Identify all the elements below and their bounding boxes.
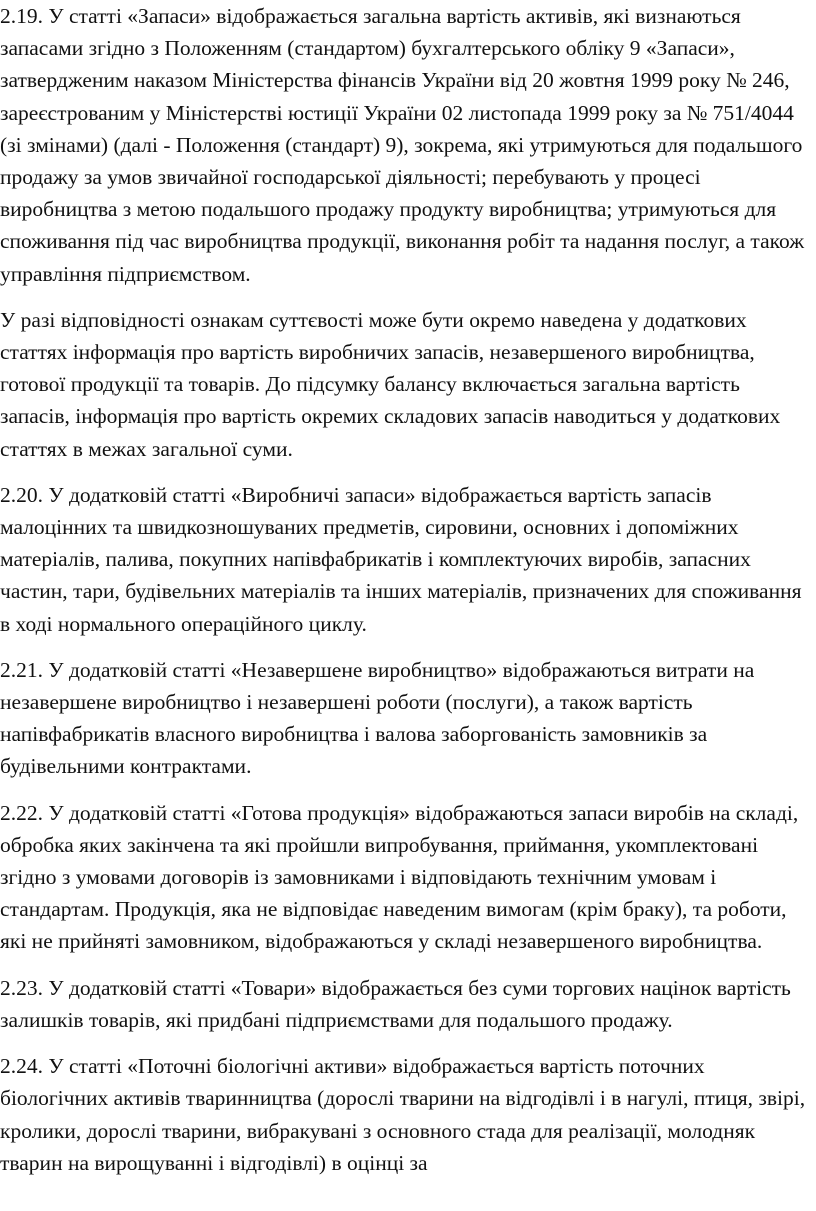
paragraph-2-23: 2.23. У додатковій статті «Товари» відображається без суми торгових націнок вартість залишків товарів, які придбані підприємствами для подальшого продажу. bbox=[0, 975, 791, 1032]
paragraph-2-20: 2.20. У додатковій статті «Виробничі запаси» відображається вартість запасів малоцінних та швидкозношуваних предметів, сировини, основних і допоміжних матеріалів, палива, покупних напівфабрикатів і комплектуючих виробів, запасних частин, тари, будівельних матеріалів та інших матеріалів, призначених для споживання в ході нормального операційного циклу. bbox=[0, 482, 802, 636]
paragraph-2-22: 2.22. У додатковій статті «Готова продукція» відображаються запаси виробів на складі, обробка яких закінчена та які пройшли випробування, приймання, укомплектовані згідно з умовами договорів із замовниками і відповідають технічним умовам і стандартам. Продукція, яка не відповідає наведеним вимогам (крім браку), та роботи, які не прийняті замовником, відображаються у складі незавершеного виробництва. bbox=[0, 800, 799, 954]
paragraph-2-21: 2.21. У додатковій статті «Незавершене виробництво» відображаються витрати на незавершене виробництво і незавершені роботи (послуги), а також вартість напівфабрикатів власного виробництва і валова заборгованість замовників за будівельними контрактами. bbox=[0, 657, 755, 779]
paragraph-2-19: 2.19. У статті «Запаси» відображається загальна вартість активів, які визнаються запасами згідно з Положенням (стандартом) бухгалтерського обліку 9 «Запаси», затвердженим наказом Міністерства фінансів України від 20 жовтня 1999 року № 246, зареєстрованим у Міністерстві юстиції України 02 листопада 1999 року за № 751/4044 (зі змінами) (далі - Положення (стандарт) 9), зокрема, які утримуються для подальшого продажу за умов звичайної господарської діяльності; перебувають у процесі виробництва з метою подальшого продажу продукту виробництва; утримуються для споживання під час виробництва продукції, виконання робіт та надання послуг, а також управління підприємством. bbox=[0, 4, 805, 286]
paragraph-materiality-note: У разі відповідності ознакам суттєвості може бути окремо наведена у додаткових статтях інформація про вартість виробничих запасів, незавершеного виробництва, готової продукції та товарів. До підсумку балансу включається загальна вартість запасів, інформація про вартість окремих складових запасів наводиться у додаткових статтях в межах загальної суми. bbox=[0, 307, 781, 461]
paragraph-2-24: 2.24. У статті «Поточні біологічні активи» відображається вартість поточних біологічних активів тваринництва (дорослі тварини на відгодівлі і в нагулі, птиця, звірі, кролики, дорослі тварини, вибракувані з основного стада для реалізації, молодняк тварин на вирощуванні і відгодівлі) в оцінці за bbox=[0, 1054, 806, 1175]
